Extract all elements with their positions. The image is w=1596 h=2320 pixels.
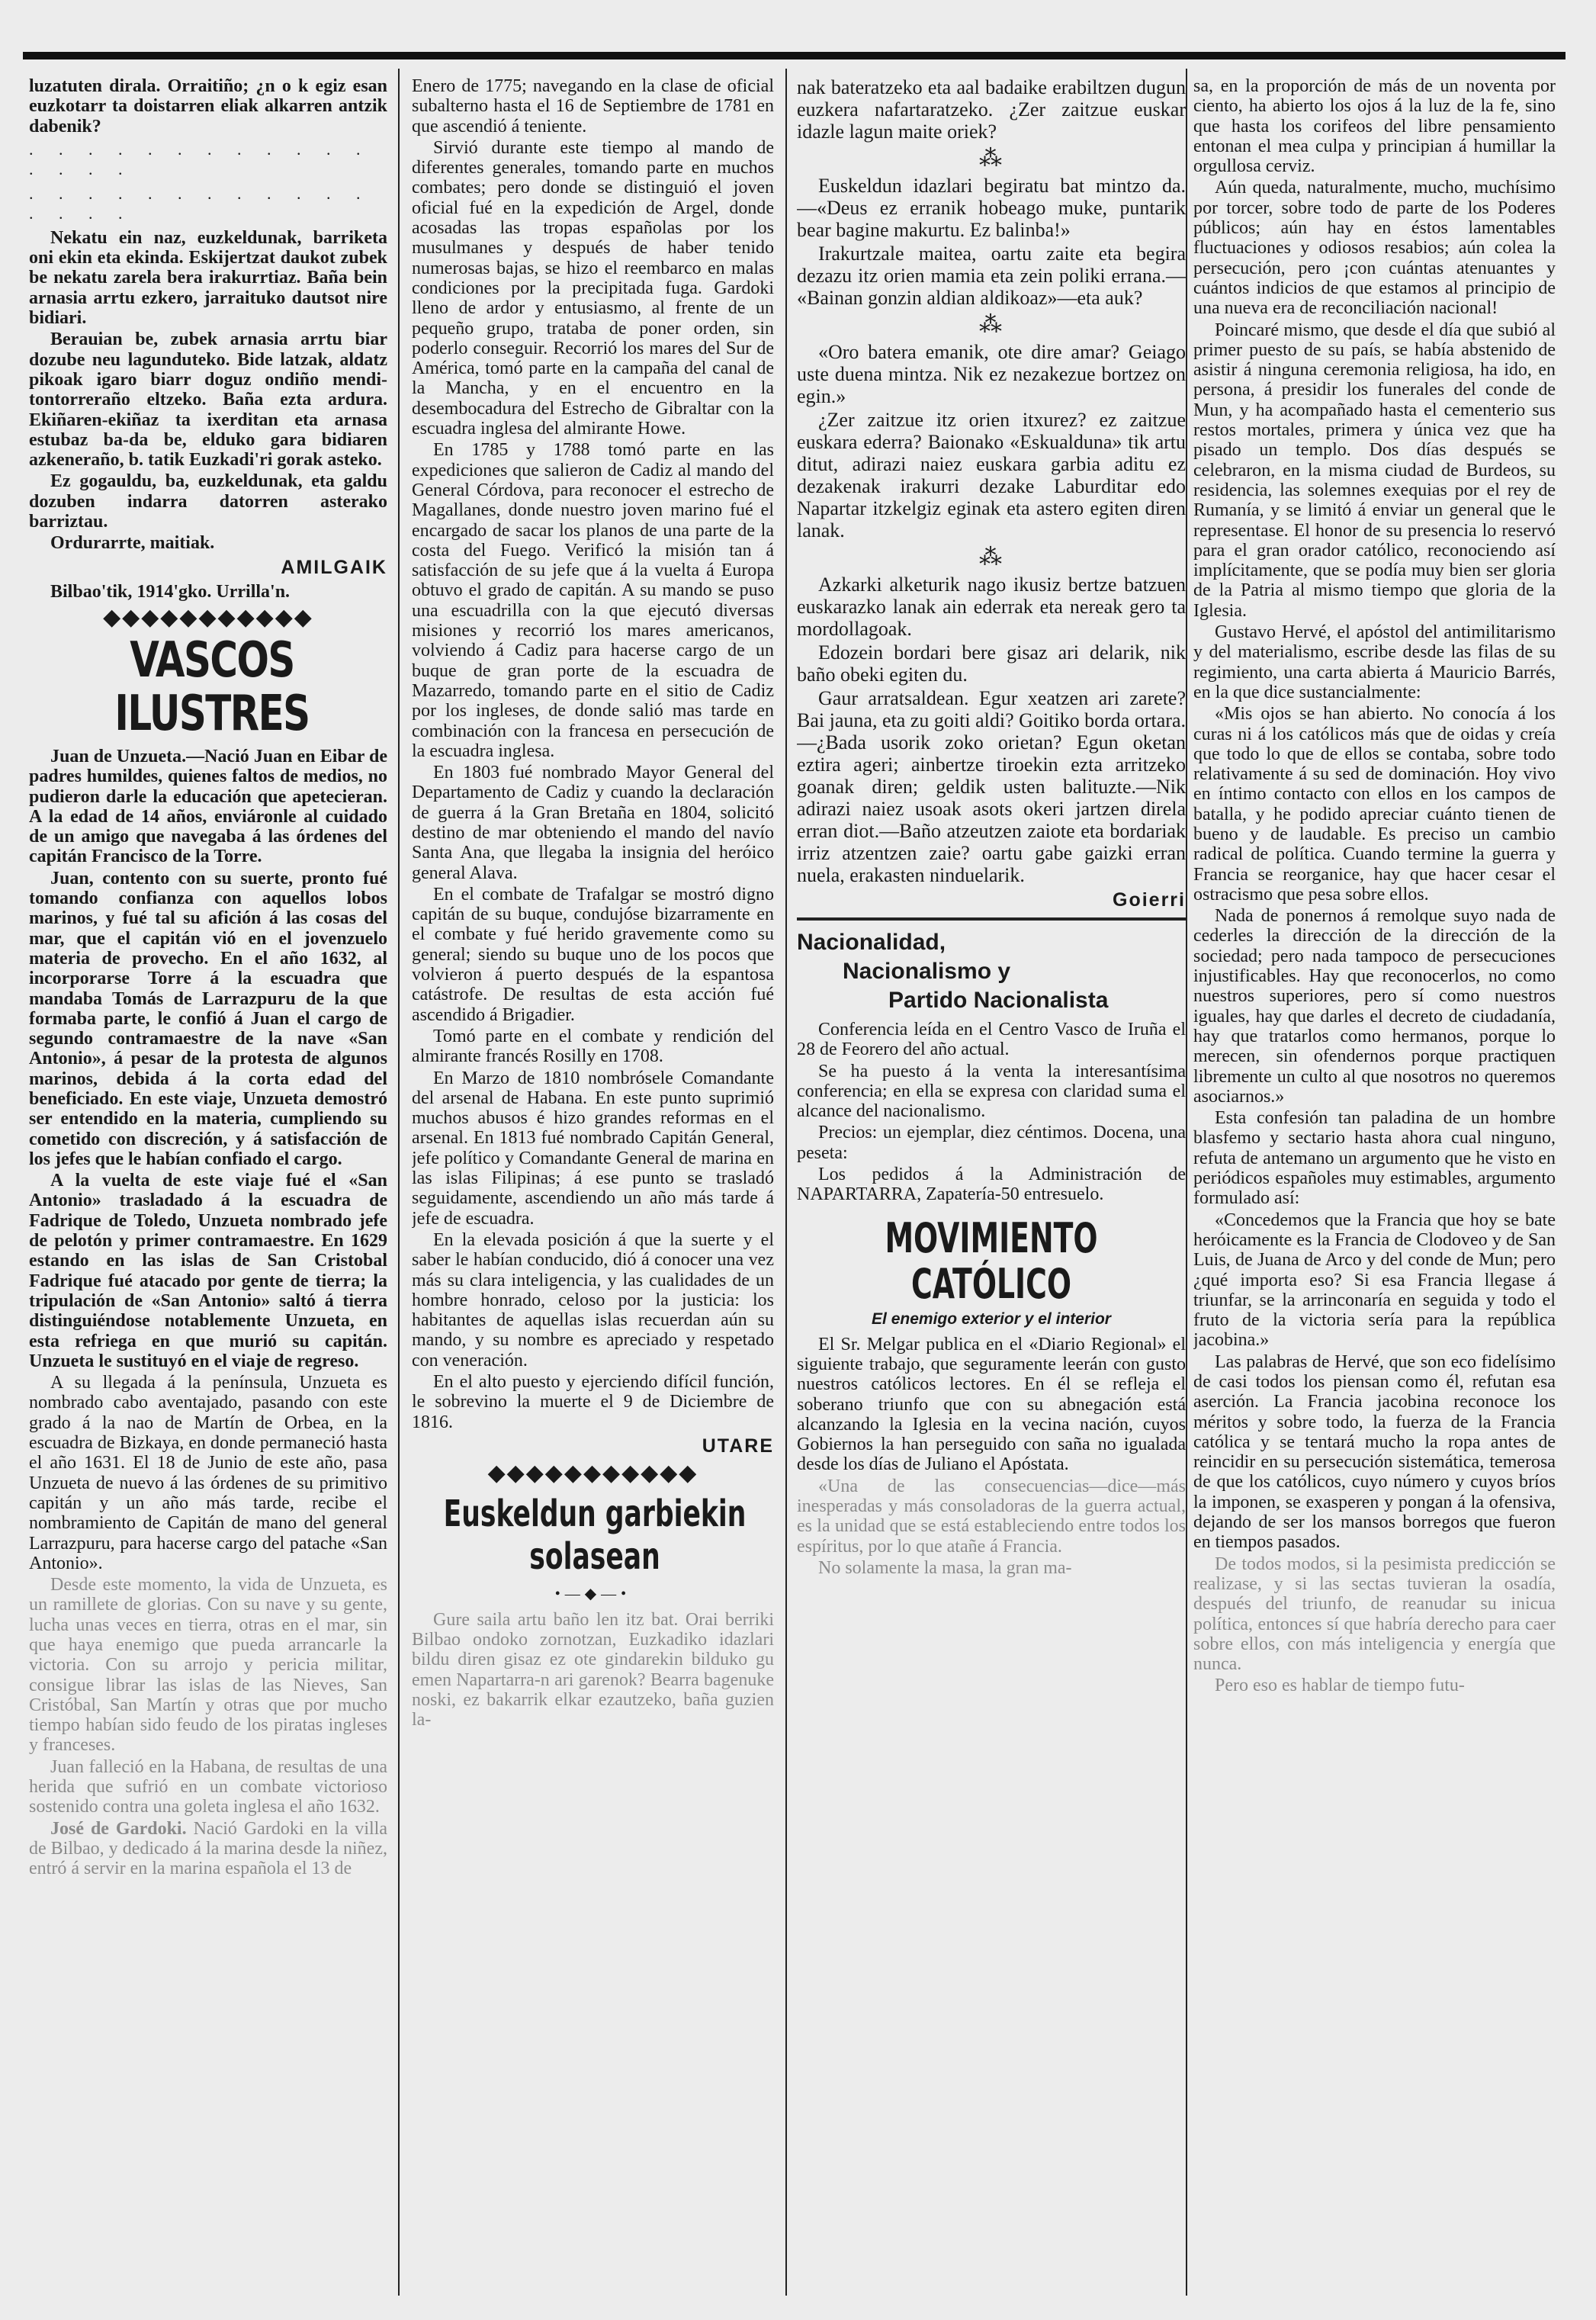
paragraph: No solamente la masa, la gran ma- <box>818 1557 1072 1578</box>
column-divider <box>398 69 400 2296</box>
paragraph: Tomó parte en el combate y rendición del almirante francés Rosilly en 1708. <box>412 1026 774 1067</box>
author-signature: Goierri <box>1113 889 1186 911</box>
paragraph: En la elevada posición á que la suerte y el saber le habían conducido, dió á conocer una vez más su clara inteligencia, y las cualidades de un hombre honrado, celoso por la justicia: los habitantes de aquellas islas recuerdan aún su mando, y su nombre es apreciado y respetado con veneración. <box>412 1229 774 1370</box>
section-rule <box>797 917 1186 921</box>
ornament-divider: •—◆—• <box>554 1585 631 1602</box>
ornament-divider: ⁂ <box>979 146 1004 171</box>
paragraph: Los pedidos á la Administración de NAPARTARRA, Zapatería-50 entresuelo. <box>797 1165 1186 1205</box>
paragraph: Edozein bordari bere gisaz ari delarik, nik baño obeki egiten du. <box>797 641 1186 686</box>
paragraph: A su llegada á la península, Unzueta es nombrado cabo aventajado, pasando con este grado á la nao de Martín de Orbea, en la escuadra de Bizkaya, en donde permaneció hasta el año 1631. El 18 de Junio de este año, pasa Unzueta de nuevo á las órdenes de su primitivo capitán y un año más tarde, recibe el nombramiento de Capitán de mano del general Larrazpuru, para hacerse cargo del patache «San Antonio». <box>29 1373 387 1573</box>
paragraph: De todos modos, si la pesimista predicción se realizase, y si las sectas tuvieran la osadía, después del triunfo, de reanudar su inicua política, entonces sí que habría derecho para caer sobre ellos, con más inteligencia y energía que nunca. <box>1193 1554 1556 1675</box>
paragraph: «Oro batera emanik, ote dire amar? Geiago uste duena mintza. Nik ez nezakezue bortzez on egin.» <box>797 341 1186 407</box>
lead-name: José de Gardoki. <box>50 1818 187 1839</box>
paragraph: «Una de las consecuencias—dice—más inesperadas y más consoladoras de la guerra actual, es la unidad que se está estableciendo entre todos los espíritus, por lo que atañe á Francia. <box>797 1476 1186 1557</box>
paragraph: nak bateratzeko eta aal badaike erabiltzen dugun euzkera nafartaratzeko. ¿Zer zaitzue euskar idazle lagun maite oriek? <box>797 76 1186 143</box>
paragraph: En el combate de Trafalgar se mostró digno capitán de su buque, condujóse bizarramente en el combate y fué herido gravemente como su general; siendo su buque uno de los pocos que volvieron á puerto después de la espantosa catástrofe. De resultas de esta acción fué ascendido á Brigadier. <box>412 884 774 1025</box>
paragraph: Euskeldun idazlari begiratu bat mintzo da.—«Deus ez erranik hobeago muke, puntarik bear bagine makurtu. Ez balinba!» <box>797 175 1186 241</box>
ornament-divider: ⁂ <box>979 545 1004 570</box>
paragraph: Aún queda, naturalmente, mucho, muchísimo por torcer, sobre todo de parte de los Poderes públicos; aún hay en éstos lamentables fluctuaciones y odiosos resabios; aún colea la persecución, pero ¡con cuántas atenuantes y cuántos indicios de que estamos al principio de una nueva era de reconciliación nacional! <box>1193 178 1556 319</box>
paragraph: En el alto puesto y ejerciendo difícil función, le sobrevino la muerte el 9 de Diciembre de 1816. <box>412 1372 774 1432</box>
column-divider <box>785 69 787 2296</box>
paragraph: sa, en la proporción de más de un noventa por ciento, ha abierto los ojos á la luz de la fe, sino que hasta los corifeos del libre pensamiento entonan el mea culpa y principian á humillar la orgullosa cerviz. <box>1193 76 1556 177</box>
paragraph: Desde este momento, la vida de Unzueta, es un ramillete de glorias. Con su nave y su gente, lucha unas veces en tierra, otras en el mar, sin que haya enemigo que pueda arrancarle la victoria. Con su arrojo y pericia militar, consigue librar las islas de las Nieves, San Cristóbal, San Martín y otras que por mucho tiempo habían sido feudo de los piratas ingleses y franceses. <box>29 1575 387 1756</box>
paragraph: Ez gogauldu, ba, euzkeldunak, eta galdu dozuben indarra datorren asterako barriztau. <box>29 471 387 532</box>
paragraph: Poincaré mismo, que desde el día que subió al primer puesto de su país, se había abstenido de asistir á ninguna ceremonia religiosa, ha ido, en persona, á presidir los funerales del conde de Mun, y ha acompañado hasta el cementerio sus restos mortales, primera y única vez que ha pisado un templo. Dos días después se celebraron, en la misma ciudad de Burdeos, su residencia, las solemnes exequias por el rey de Rumanía, y se limitó á enviar un general que le representase. El honor de su presencia lo reservó para el gran orador católico, reconociendo así implícitamente, que se podía muy bien ser gloria de la Patria al mismo tiempo que gloria de la Iglesia. <box>1193 320 1556 621</box>
heading-line: Nacionalidad, <box>797 930 946 955</box>
paragraph: Sirvió durante este tiempo al mando de diferentes generales, tomando parte en muchos combates; pero donde se distinguió el joven oficial fué en la expedición de Argel, donde acosadas las tropas españolas por los musulmanes y después de haber tenido numerosas bajas, se hizo el reembarco en malas condiciones por la precipitada fuga. Gardoki lleno de ardor y entusiasmo, al frente de un pequeño grupo, trataba de poner orden, sin poderlo conseguir. Recorrió los mares del Sur de América, tomó parte en la campaña del canal de la Mancha, y en el encuentro en la desembocadura del Estrecho de Gibraltar con la escuadra inglesa del almirante Howe. <box>412 137 774 439</box>
author-signature: UTARE <box>702 1435 774 1457</box>
paragraph: Esta confesión tan paladina de un hombre blasfemo y sectario hasta ahora cual ninguno, refuta de antemano un argumento que he visto en periódicos españoles muy estimables, argumento formulado así: <box>1193 1108 1556 1209</box>
top-rule <box>23 52 1565 59</box>
paragraph: «Concedemos que la Francia que hoy se bate heróicamente es la Francia de Clodoveo y de San Luis, de Juana de Arco y del conde de Mun; pero ¿qué importa eso? Si esa Francia llegase á triunfar, se la arrinconaría en seguida y todo el fruto de la victoria sería para la república jacobina.» <box>1193 1210 1556 1351</box>
paragraph: Gaur arratsaldean. Egur xeatzen ari zarete? Bai jauna, eta zu goiti aldi? Goitiko borda ortara.—¿Bada usorik zoko orietan? Egun oketan eztira ageri; ainbertze tiroekin ezta arritzeko goanak diren; geldik usten balituzte.—Nik adirazi naiez usoak asots okeri jartzen direla erran diot.—Baño atzeutzen zaiote eta bordariak irriz atzentzen zaie? oartu gabe gaizki erran nuela, erakasten ninduelarik. <box>797 687 1186 886</box>
paragraph: luzatuten dirala. Orraitiño; ¿n o k egiz esan euzkotarr ta doistarren eliak alkarren antzik dabenik? <box>29 76 387 137</box>
subheading: El enemigo exterior y el interior <box>872 1309 1111 1328</box>
ellipsis-row: . . . . . . . . . . . . . . . . <box>29 183 371 223</box>
paragraph: Juan, contento con su suerte, pronto fué tomando confianza con aquellos lobos marinos, y fué tal su afición á las cosas del mar, que el capitán vió en el jovenzuelo materia de provecho. En el año 1632, al incorporarse Torre á la escuadra que mandaba Tomás de Larrazpuru de la que formaba parte, le confió á Juan el cargo de segundo contramaestre de la nave «San Antonio», á pesar de la protesta de algunos marinos, debida á la corta edad del beneficiado. En este viaje, Unzueta demostró ser entendido en la materia, cumpliendo su cometido con discreción, y á satisfacción de los jefes que le habían confiado el cargo. <box>29 868 387 1169</box>
ornament-divider: ⁂ <box>979 312 1004 337</box>
paragraph: «Mis ojos se han abierto. No conocía á los curas ni á los católicos más que de oidas y creía que todo lo que de ellos se contaba, sobre todo relativamente á su sed de dominación. Hoy vivo en íntimo contacto con ellos en los campos de batalla, y he podido apreciar cuánto tienen de bueno y de laudable. Es preciso un cambio radical de política. Cuando termine la guerra y Francia se reorganice, hay que hacer cesar el ostracismo que pesa sobre ellos. <box>1193 704 1556 905</box>
paragraph: El Sr. Melgar publica en el «Diario Regional» el siguiente trabajo, que seguramente leerán con gusto nuestros católicos lectores. En él se refleja el soberano triunfo que con su abnegación está alcanzando la Iglesia en la vecina nación, cuyos Gobiernos la han perseguido con saña no igualada desde los días de Juliano el Apóstata. <box>797 1334 1186 1475</box>
section-heading: Euskeldun garbiekin solasean <box>443 1492 747 1578</box>
column-2 <box>412 76 774 1732</box>
paragraph: En 1785 y 1788 tomó parte en las expediciones que salieron de Cadiz al mando del General Córdova, para reconocer el estrecho de Magallanes, donde nuestro joven marino fué el encargado de sacar los planos de una parte de la costa del Fuego. Verificó la misión tan á satisfacción de su jefe que á la vuelta á Europa obtuvo el grado de capitán. A su mando se puso una escuadrilla con la que ejecutó diversas misiones y recorrió los mares americanos, volviendo á Cadiz para hacerse cargo de un buque de gran porte de la escuadra de Mazarredo, tomando parte en el sitio de Cadiz por los ingleses, de donde salió mas tarde en combinación con la francesa en persecución de la escuadra inglesa. <box>412 440 774 761</box>
paragraph: Enero de 1775; navegando en la clase de oficial subalterno hasta el 16 de Septiembre de 1781 en que ascendió á teniente. <box>412 76 774 137</box>
dateline: Bilbao'tik, 1914'gko. Urrilla'n. <box>50 581 291 602</box>
paragraph: A la vuelta de este viaje fué el «San Antonio» trasladado á la escuadra de Fadrique de Toledo, Unzueta nombrado jefe de pelotón y primer contramaestre. En 1629 estando en las islas de San Cristobal Fadrique fué atacado por gente de tierra; la tripulación de «San Antonio» saltó á tierra distinguiéndose notablemente Unzueta, en esta refriega en que murió su capitán. Unzueta le sustituyó en el viaje de regreso. <box>29 1171 387 1371</box>
heading-line: Nacionalismo y <box>843 959 1011 984</box>
paragraph: Gustavo Hervé, el apóstol del antimilitarismo y del materialismo, escribe desde las filas de su regimiento, una carta abierta á Mauricio Barrés, en la que dice sustancialmente: <box>1193 622 1556 702</box>
column-1 <box>29 76 387 1881</box>
column-divider <box>1186 69 1187 2296</box>
paragraph: Nekatu ein naz, euzkeldunak, barriketa oni ekin eta ekinda. Eskijertzat daukot zubek be nekatu zarela bera irakurrtiaz. Baña bein arnasia arrtu ezkero, jarraituko dautsot nire bidiari. <box>29 227 387 329</box>
column-4 <box>1193 76 1556 1698</box>
paragraph: Nada de ponernos á remolque suyo nada de cederles la dirección de la dirección de la sociedad; pero nada tampoco de persecuciones injustificables. Hay que reconocerlos, no como nuestros superiores, pero sí como nuestros iguales, hay que darles el decreto de ciudadanía, hay que tratarlos como hermanos, porque lo merecen, sin ofendernos porque practiquen libremente un culto al que nosotros no queremos asociarnos.» <box>1193 906 1556 1107</box>
paragraph: Precios: un ejemplar, diez céntimos. Docena, una peseta: <box>797 1123 1186 1163</box>
section-heading: VASCOS ILUSTRES <box>114 631 310 742</box>
author-signature: AMILGAIK <box>281 556 387 578</box>
paragraph: Conferencia leída en el Centro Vasco de Iruña el 28 de Feorero del año actual. <box>797 1020 1186 1060</box>
paragraph: Nació Gardoki en la villa de Bilbao, y dedicado á la marina desde la niñez, entró á servir en la marina española el 13 de <box>29 1818 387 1879</box>
paragraph: Las palabras de Hervé, que son eco fidelísimo de casi todos los piensan como él, refutan esa aserción. La Francia jacobina reconoce los méritos y sobre todo, la fuerza de la Francia católica y se tentará mucho la ropa antes de reincidir en su persecución sistemática, temerosa de que los católicos, cuyo número y cuyos bríos la imponen, se exasperen y pongan á la ofensiva, dejando de ser los mansos borregos que fueron en tiempos pasados. <box>1193 1351 1556 1553</box>
paragraph: Gure saila artu baño len itz bat. Orai berriki Bilbao ondoko zornotzan, Euzkadiko idazlari bildu diren gisaz ez ote gindarekin bilduko gu emen Napartarra-n ari garenok? Bearra bagenuke noski, ez bakarrik elkar ezautzeko, baña guzien la- <box>412 1609 774 1730</box>
section-heading <box>797 928 1186 1015</box>
paragraph: Ordurarrte, maitiak. <box>50 533 215 554</box>
paragraph: En Marzo de 1810 nombrósele Comandante del arsenal de Habana. En este punto suprimió muchos abusos é hizo grandes reformas en el arsenal. En 1813 fué nombrado Capitán General, jefe político y Comandante General de marina en las islas Filipinas; á ese punto se trasladó seguidamente, ascendiendo un año más tarde á jefe de escuadra. <box>412 1068 774 1229</box>
column-3 <box>797 76 1186 1579</box>
paragraph: Irakurtzale maitea, oartu zaite eta begira dezazu itz orien mamia eta zein poliki errana.— «Bainan gonzin aldian aldikoaz»—eta auk? <box>797 243 1186 309</box>
paragraph: ¿Zer zaitzue itz orien itxurez? ez zaitzue euskara ederra? Baionako «Eskualduna» tik artu ditut, adirazi naiez euskara garbia aditu ez dezakenak irakurri dezake Laburditar edo Napartar itzkelgiz eginak eta astero egiten diren lanak. <box>797 409 1186 541</box>
heading-line: Partido Nacionalista <box>888 988 1109 1013</box>
paragraph: —Nació Juan en Eibar de padres humildes, quienes faltos de medios, no pudieron darle la educación que apetecieran. A la edad de 14 años, enviáronle al cuidado de un amigo que navegaba á las órdenes del capitán Francisco de la Torre. <box>29 746 387 867</box>
paragraph: Pero eso es hablar de tiempo futu- <box>1215 1676 1465 1696</box>
lead-name: Juan de Unzueta. <box>50 746 187 766</box>
paragraph: Juan falleció en la Habana, de resultas de una herida que sufrió en un combate victorioso sostenido contra una goleta inglesa el año 1632. <box>29 1756 387 1817</box>
section-heading: MOVIMIENTO CATÓLICO <box>885 1213 1098 1308</box>
paragraph: Azkarki alketurik nago ikusiz bertze batzuen euskarazko lanak ain ederrak eta nereak gero ta mordollagoak. <box>797 574 1186 640</box>
ornament-divider: ◆◆◆◆◆◆◆◆◆◆◆ <box>487 1460 698 1486</box>
paragraph: Se ha puesto á la venta la interesantísima conferencia; en ella se expresa con claridad suma el alcance del nacionalismo. <box>797 1061 1186 1122</box>
paragraph: Berauian be, zubek arnasia arrtu biar dozube neu lagunduteko. Bide latzak, aldatz pikoak igaro biarr doguz ondiño mendi-tontorreraño eltzeko. Baña ezta ardura. Ekiñaren-ekiñaz ta ixerditan eta arnasa estubaz ba-da be, elduko gara bidiaren azkeneraño, b. tatik Euzkadi'ri gorak asteko. <box>29 329 387 471</box>
ellipsis-row: . . . . . . . . . . . . . . . . <box>29 139 371 178</box>
ornament-divider: ◆◆◆◆◆◆◆◆◆◆◆ <box>103 604 313 630</box>
paragraph: En 1803 fué nombrado Mayor General del Departamento de Cadiz y cuando la declaración de guerra á la Gran Bretaña en 1804, solicitó destino de mar obteniendo el mando del navío Santa Ana, que llegaba la insignia del heróico general Alava. <box>412 763 774 883</box>
